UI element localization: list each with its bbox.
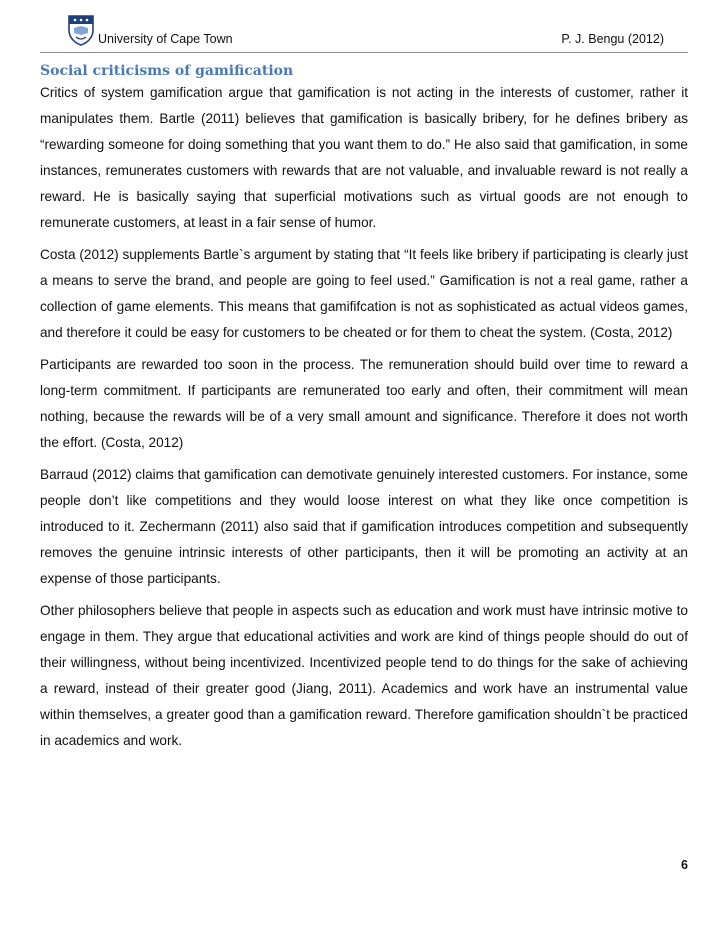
paragraph-5: Other philosophers believe that people in aspects such as education and work must have intrinsic motive to engage in them. They argue that educational activities and work are kind of things people should do out of their willingness, without being incentivized. Incentivized people tend to do things for the sake of achieving a reward, instead of their greater good (Jiang, 2011). Academics and work have an instrumental value within themselves, a greater good than a gamification reward. Therefore gamification shouldn`t be practiced in academics and work. <box>40 603 688 748</box>
document-body <box>40 62 688 760</box>
section-heading: Social criticisms of gamification <box>40 63 294 79</box>
paragraph-1: Critics of system gamification argue that gamification is not acting in the interests of customer, rather it manipulates them. Bartle (2011) believes that gamification is basically bribery, for he defines bribery as “rewarding someone for doing something that you want them to do.” He also said that gamification, in some instances, remunerates customers with rewards that are not valuable, and invaluable reward is not really a reward. He is basically saying that superficial motivations such as virtual goods are not enough to remunerate customers, at least in a fair sense of humor. <box>40 85 688 230</box>
header-author-year: P. J. Bengu (2012) <box>561 32 664 46</box>
paragraph-3: Participants are rewarded too soon in the process. The remuneration should build over time to reward a long-term commitment. If participants are remunerated too early and often, their commitment will mean nothing, because the rewards will be of a very small amount and significance. Therefore it does not worth the effort. (Costa, 2012) <box>40 357 688 450</box>
paragraph-2: Costa (2012) supplements Bartle`s argument by stating that “It feels like bribery if participating is clearly just a means to serve the brand, and people are going to feel used.” Gamification is not a real game, rather a collection of game elements. This means that gamififcation is not as sophisticated as actual videos games, and therefore it could be easy for customers to be cheated or for them to cheat the system. (Costa, 2012) <box>40 247 688 340</box>
university-crest-icon <box>66 14 96 46</box>
paragraph-4: Barraud (2012) claims that gamification can demotivate genuinely interested customers. For instance, some people don’t like competitions and they would loose interest on what they like once competition is introduced to it. Zechermann (2011) also said that if gamification introduces competition and subsequently removes the genuine intrinsic interests of other participants, then it will be promoting an activity at an expense of those participants. <box>40 467 688 586</box>
page-header <box>40 12 688 52</box>
header-divider <box>40 52 688 53</box>
header-institution: University of Cape Town <box>98 32 233 46</box>
page-number: 6 <box>681 858 688 872</box>
